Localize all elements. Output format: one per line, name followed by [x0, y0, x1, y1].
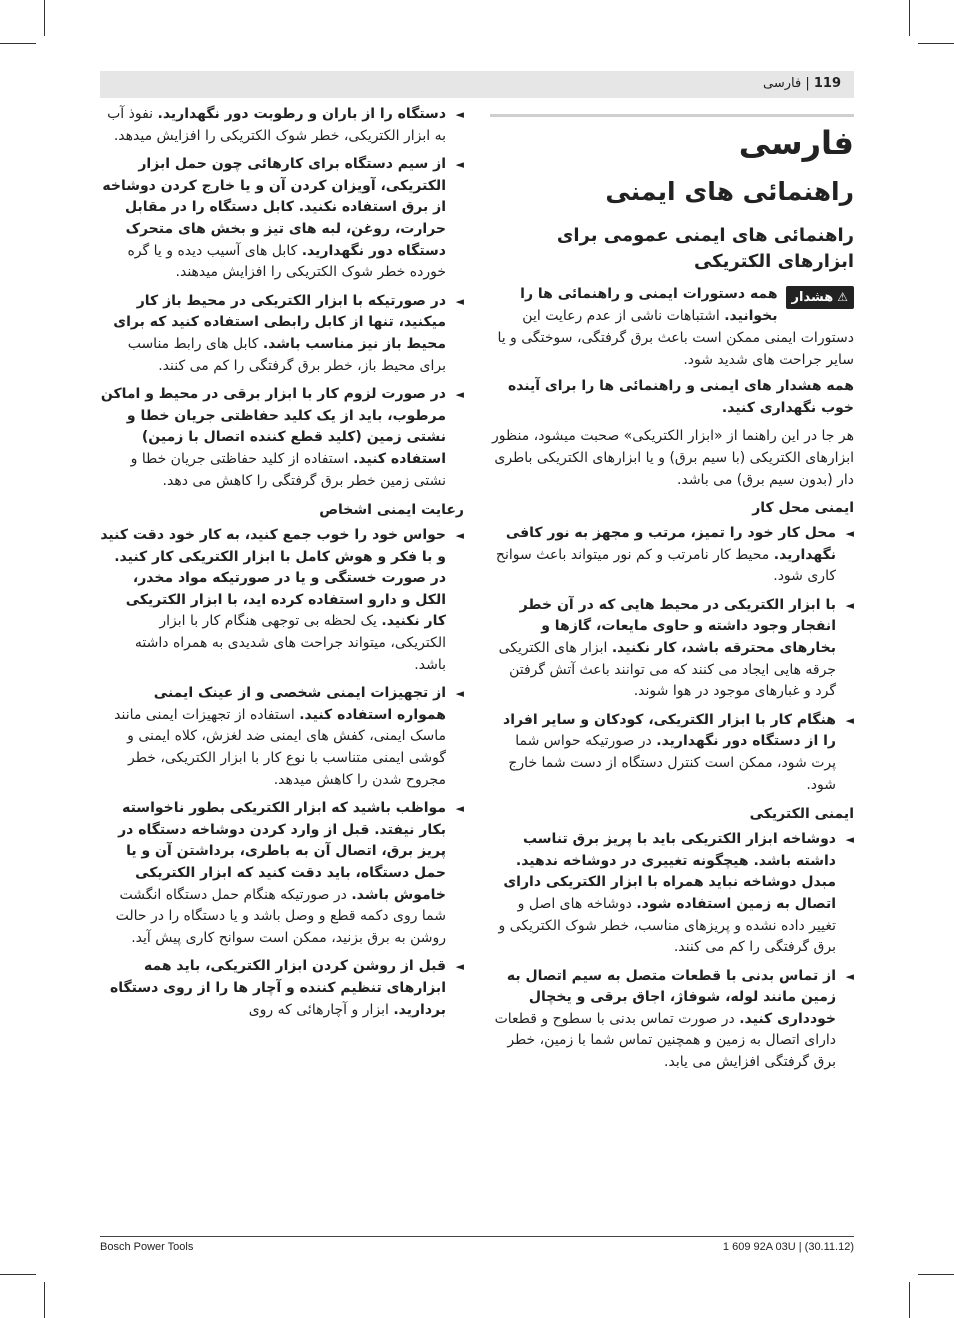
crop-mark: [0, 43, 36, 44]
list-item: ◄ با ابزار الکتریکی در محیط هایی که در آن خطر انفجار وجود داشته و حاوی مایعات، گازها و بخارهای محترقه باشد، کار نکنید. ابزار های الکتریکی جرقه هایی ایجاد می کنند که می توانند باعث آتش گرفتن گرد و غبارهای موجود در هوا شوند.: [498, 596, 854, 700]
sub-heading: راهنمائی های ایمنی عمومی برای ابزارهای الکتریکی: [556, 225, 854, 272]
bullet-arrow-icon: ◄: [455, 529, 464, 543]
warning-icon: ⚠: [837, 290, 848, 304]
crop-mark: [909, 0, 910, 36]
list-item: ◄ دستگاه را از باران و رطوبت دور نگهدارید. نفوذ آب به ابزار الکتریکی، خطر شوک الکتریکی را افزایش میدهد.: [107, 106, 464, 144]
main-heading: راهنمائی های ایمنی: [605, 177, 854, 206]
bullet-arrow-icon: ◄: [455, 158, 464, 172]
right-column: [490, 104, 854, 1081]
electrical-list: [490, 829, 854, 1074]
page-number: 119: [813, 76, 841, 91]
bullet-arrow-icon: ◄: [455, 802, 464, 816]
list-item: ◄ از تماس بدنی با قطعات متصل به سیم اتصال به زمین مانند لوله، شوفاژ، اجاق برقی و یخچال خودداری کنید. در صورت تماس بدنی با سطوح و قطعات دارای اتصال به زمین و همچنین تماس شما با زمین، خطر برق گرفتگی افزایش می یابد.: [494, 967, 854, 1071]
list-item: ◄ از تجهیزات ایمنی شخصی و از عینک ایمنی همواره استفاده کنید. استفاده از تجهیزات ایمنی مانند ماسک ایمنی، کفش های ایمنی ضد لغزش، کلاه ایمنی و گوشی ایمنی متناسب با نوع کار با ابزار الکتریکی، خطر مجروح شدن را کاهش میدهد.: [114, 685, 464, 788]
crop-mark: [44, 0, 45, 36]
footer-doc-id: 1 609 92A 03U | (30.11.12): [722, 1241, 854, 1253]
bullet-arrow-icon: ◄: [845, 527, 854, 540]
bullet-arrow-icon: ◄: [455, 108, 464, 121]
definition: هر جا در این راهنما از «ابزار الکتریکی» صحبت میشود، منظور ابزارهای الکتریکی (با سیم برق) و یا ابزارهای الکتریکی باطری دار (بدون سیم برق) می باشد.: [492, 428, 854, 488]
list-item: ◄ حواس خود را خوب جمع کنید، به کار خود دقت کنید و با فکر و هوش کامل با ابزار الکتریکی کار کنید. در صورت خستگی و یا در صورتیکه مواد مخدر، الکل و دارو استفاده کرده اید، با ابزار الکتریکی کار نکنید. یک لحظه بی توجهی هنگام کار با ابزار الکتریکی، میتواند جراحت های شدیدی به همراه داشته باشد.: [100, 527, 464, 673]
bullet-arrow-icon: ◄: [845, 969, 854, 983]
footer-rule: [100, 1236, 854, 1237]
crop-mark: [918, 43, 954, 44]
page-title: فارسی: [738, 124, 854, 162]
bullet-arrow-icon: ◄: [845, 713, 854, 727]
personal-safety-heading: رعایت ایمنی اشخاص: [319, 502, 464, 519]
list-item: ◄ دوشاخه ابزار الکتریکی باید با پریز برق تناسب داشته باشد. هیچگونه تغییری در دوشاخه ندهید. مبدل دوشاخه نباید همراه با ابزار الکتریکی دارای اتصال به زمین استفاده شود. دوشاخه های اصل و تغییر داده نشده و پریزهای مناسب، خطر شوک الکتریکی و برق گرفتگی را کم می کنند.: [498, 831, 854, 956]
work-area-list: [490, 523, 854, 796]
list-item: ◄ در صورت لزوم کار با ابزار برقی در محیط و اماکن مرطوب، باید از یک کلید حفاظتی جریان خطا و نشتی زمین (کلید قطع کننده اتصال با زمین) استفاده کنید. استفاده از کلید حفاظتی جریان خطا و نشتی زمین خطر برق گرفتگی را کاهش می دهد.: [100, 386, 464, 489]
keep-note: همه هشدار های ایمنی و راهنمائی ها را برای آینده خوب نگهداری کنید.: [507, 378, 854, 416]
crop-mark: [909, 1282, 910, 1318]
left-column: [100, 104, 464, 1028]
page-indicator: 119 | فارسی: [763, 76, 841, 91]
list-item: ◄ از سیم دستگاه برای کارهائی چون حمل ابزار الکتریکی، آویزان کردن آن و یا خارج کردن دوشاخه از برق استفاده نکنید. کابل دستگاه را در مقابل حرارت، روغن، لبه های تیز و بخش های متحرک دستگاه دور نگهدارید. کابل های آسیب دیده و یا گره خورده خطر شوک الکتریکی را افزایش میدهند.: [102, 156, 464, 281]
list-item: ◄ در صورتیکه با ابزار الکتریکی در محیط باز کار میکنید، تنها از کابل رابطی استفاده کنید که برای محیط باز نیز مناسب باشد. کابل های رابط مناسب برای محیط باز، خطر برق گرفتگی را کم می کنند.: [113, 292, 464, 374]
warning-text: اشتباهات ناشی از عدم رعایت این دستورات ایمنی ممکن است باعث برق گرفتگی، سوختگی و یا سایر جراحت های شدید شود.: [497, 308, 854, 368]
list-item: ◄ محل کار خود را تمیز، مرتب و مجهز به نور کافی نگهدارید. محیط کار نامرتب و کم نور میتواند باعث سوانح کاری شود.: [495, 525, 854, 585]
bullet-arrow-icon: ◄: [455, 687, 464, 701]
electrical-heading: ایمنی الکتریکی: [749, 806, 854, 823]
bullet-arrow-icon: ◄: [455, 960, 464, 974]
list-item: ◄ هنگام کار با ابزار الکتریکی، کودکان و سایر افراد را از دستگاه دور نگهدارید. در صورتیکه حواس شما پرت شود، ممکن است کنترل دستگاه از دست شما خارج شود.: [503, 711, 854, 793]
crop-mark: [0, 1274, 36, 1275]
personal-safety-list: [100, 525, 464, 1021]
list-item: ◄ مواظب باشید که ابزار الکتریکی بطور ناخواسته بکار نیفتد. قبل از وارد کردن دوشاخه دستگاه در پریز برق، اتصال آن به باطری، برداشتن آن و یا حمل دستگاه، باید دقت کنید که ابزار الکتریکی خاموش باشد. در صورتیکه هنگام حمل دستگاه انگشت شما روی دکمه قطع و وصل باشد و یا دستگاه را در حالت روشن به برق بزنید، ممکن است سوانح کاری پیش آید.: [115, 800, 464, 946]
title-rule: [490, 114, 854, 117]
crop-mark: [44, 1282, 45, 1318]
warning-bold: همه دستورات ایمنی و راهنمائی ها را بخوانید.: [520, 286, 778, 324]
warning-badge: ⚠هشدار: [786, 286, 854, 309]
list-item: ◄ قبل از روشن کردن ابزار الکتریکی، باید همه ابزارهای تنظیم کننده و آچار ها را از روی دستگاه بردارید. ابزار و آچارهائی که روی: [109, 958, 464, 1018]
bullet-arrow-icon: ◄: [845, 833, 854, 847]
bullet-arrow-icon: ◄: [455, 388, 464, 402]
bullet-arrow-icon: ◄: [455, 294, 464, 308]
footer-brand: Bosch Power Tools: [100, 1241, 194, 1253]
header-section: فارسی: [763, 76, 802, 91]
page-header: [100, 71, 854, 98]
bullet-arrow-icon: ◄: [845, 598, 854, 612]
work-area-heading: ایمنی محل کار: [752, 500, 854, 516]
electrical-list-continued: [100, 104, 464, 492]
crop-mark: [918, 1274, 954, 1275]
warning-block: [490, 283, 854, 371]
